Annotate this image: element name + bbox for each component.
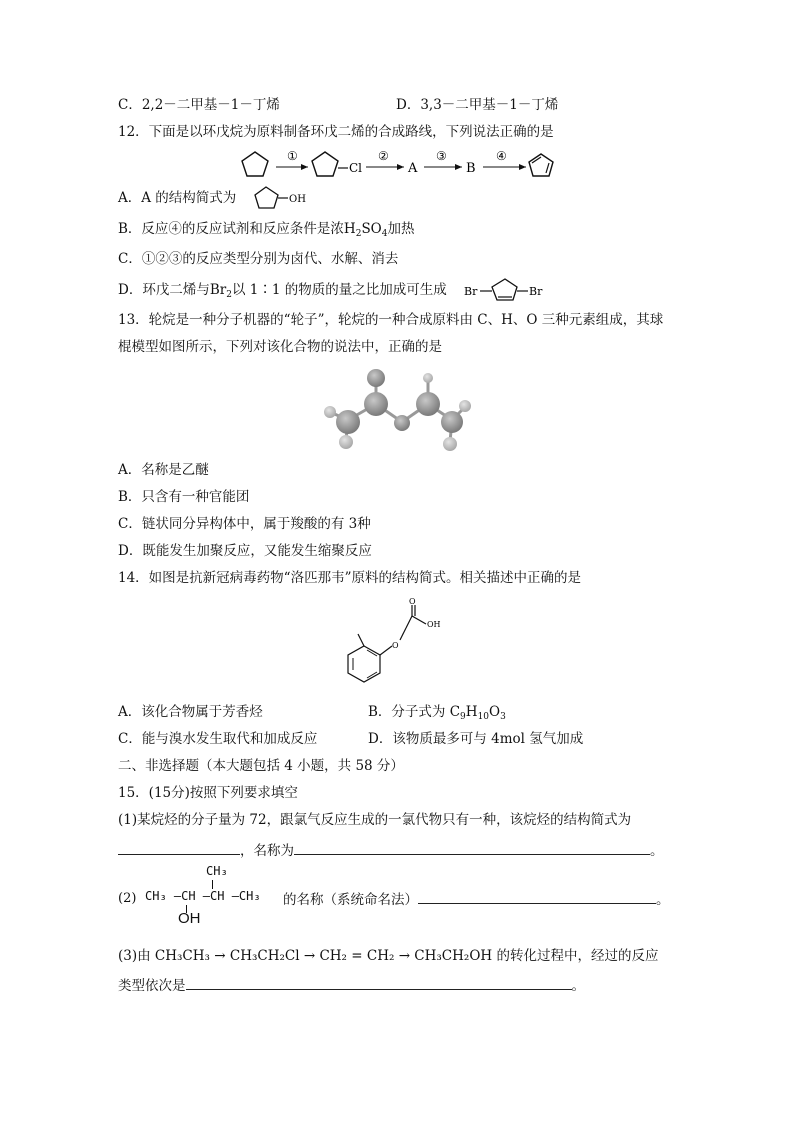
vertical-bond-top xyxy=(212,880,213,889)
dibromocyclopentene-structure xyxy=(464,276,546,304)
q14-option-a: A．该化合物属于芳香烃 xyxy=(118,704,263,720)
h-subscript: 2 xyxy=(355,229,362,239)
q15-part2-label: 的名称（系统命名法） xyxy=(283,892,418,908)
hydroxyl-label: OH xyxy=(427,620,441,629)
br-right-label: Br xyxy=(529,285,543,298)
intermediate-b: B xyxy=(466,161,476,176)
q12-option-d-pre: D．环戊二烯与 xyxy=(118,282,210,298)
ethanol: CH₃CH₂OH xyxy=(414,948,493,964)
q14-structure xyxy=(340,596,460,696)
q15-part3-end: 。 xyxy=(571,978,585,994)
q14-option-c: C．能与溴水发生取代和加成反应 xyxy=(118,731,318,747)
h-symbol: H xyxy=(343,221,356,237)
q13-stem-line1: 13．轮烷是一种分子机器的“轮子”，轮烷的一种合成原料由 C、H、O 三种元素组成，其球 xyxy=(118,312,664,328)
arrow-1: → xyxy=(214,948,226,964)
q12-option-d-post: 以 1∶1 的物质的量之比加成可生成 xyxy=(231,282,447,298)
q15-part3-label: 类型依次是 xyxy=(118,978,186,994)
atom-c1 xyxy=(364,392,388,416)
step4-label: ④ xyxy=(496,149,507,163)
br2-subscript: 2 xyxy=(226,290,232,300)
q12-option-d xyxy=(118,280,447,305)
h-symbol-q14: H xyxy=(465,704,478,720)
arrow-2: → xyxy=(303,948,316,964)
q11-option-d: D．3,3－二甲基－1－丁烯 xyxy=(396,97,559,113)
so-symbol: SO xyxy=(361,221,382,237)
oh-group: OH xyxy=(178,910,201,927)
q12-option-c: C．①②③的反应类型分别为卤代、水解、消去 xyxy=(118,251,399,267)
q12-option-b-pre: B．反应④的反应试剂和反应条件是浓 xyxy=(118,221,344,237)
br2-symbol: Br xyxy=(209,282,227,298)
atom-c2 xyxy=(416,392,440,416)
q13-option-b: B．只含有一种官能团 xyxy=(118,489,250,505)
atom-o-top xyxy=(367,369,385,387)
q14-option-b-pre: B．分子式为 C xyxy=(368,704,461,720)
br-left-label: Br xyxy=(464,285,478,298)
q12-option-a xyxy=(118,188,236,208)
blank-structure[interactable] xyxy=(118,840,240,855)
ethane: CH₃CH₃ xyxy=(154,948,210,964)
q12-synthesis-scheme xyxy=(238,146,558,186)
step1-label: ① xyxy=(287,149,298,163)
q15-stem: 15．(15分)按照下列要求填空 xyxy=(118,785,298,801)
q12-option-b-post: 加热 xyxy=(387,221,415,237)
q15-part2-end: 。 xyxy=(656,892,670,908)
q15-part2-text xyxy=(283,889,670,910)
q14-option-d: D．该物质最多可与 4mol 氢气加成 xyxy=(368,731,584,747)
q12-option-b xyxy=(118,219,415,244)
o-subscript-q14: 3 xyxy=(500,712,506,722)
q13-option-a: A．名称是乙醚 xyxy=(118,462,209,478)
blank-name[interactable] xyxy=(294,840,650,855)
o-subscript: 4 xyxy=(381,229,388,239)
oh-label: OH xyxy=(289,194,306,205)
ether-o-label: O xyxy=(392,641,399,650)
q14-option-b xyxy=(368,702,506,727)
step2-label: ② xyxy=(378,149,389,163)
carbonyl-o-label: O xyxy=(409,597,416,606)
cyclopentanol-structure xyxy=(252,184,312,212)
section-2-heading: 二、非选择题（本大题包括 4 小题，共 58 分） xyxy=(118,758,404,774)
arrow-3: → xyxy=(398,948,410,964)
q14-stem: 14．如图是抗新冠病毒药物“洛匹那韦”原料的结构简式。相关描述中正确的是 xyxy=(118,570,581,586)
q15-part1-line1: (1)某烷烃的分子量为 72，跟氯气反应生成的一氯代物只有一种，该烷烃的结构简式为 xyxy=(118,812,632,828)
atom-h-left xyxy=(324,406,336,418)
atom-o-bridge xyxy=(394,415,410,431)
ch3-top: CH₃ xyxy=(206,864,228,878)
c-subscript: 9 xyxy=(460,712,466,722)
q13-stem-line2: 棍模型如图所示，下列对该化合物的说法中，正确的是 xyxy=(118,339,442,355)
chloroethane: CH₃CH₂Cl xyxy=(229,948,300,964)
atom-h-top xyxy=(423,373,433,383)
o-symbol-q14: O xyxy=(489,704,501,720)
q15-part3-line2 xyxy=(118,975,585,996)
ethylene: CH₂ = CH₂ xyxy=(319,948,395,964)
q13-option-c: C．链状同分异构体中，属于羧酸的有 3种 xyxy=(118,516,371,532)
h-subscript-q14: 10 xyxy=(477,712,490,722)
blank-reaction-types[interactable] xyxy=(186,975,572,990)
q15-part1-mid: ，名称为 xyxy=(240,843,294,859)
q11-option-c: C．2,2－二甲基－1－丁烯 xyxy=(118,97,280,113)
q15-part1-end: 。 xyxy=(650,843,664,859)
q12-option-a-text: A．A 的结构简式为 xyxy=(118,190,237,206)
intermediate-a: A xyxy=(408,161,418,176)
atom-h-lower-left xyxy=(339,435,353,449)
q13-option-d: D．既能发生加聚反应，又能发生缩聚反应 xyxy=(118,543,372,559)
atom-c3 xyxy=(336,410,360,434)
q12-stem: 12．下面是以环戊烷为原料制备环戊二烯的合成路线，下列说法正确的是 xyxy=(118,124,554,140)
atom-h-right xyxy=(459,400,471,412)
blank-systematic-name[interactable] xyxy=(418,889,656,904)
ball-and-stick-model xyxy=(318,366,476,456)
q15-part3-post: 的转化过程中，经过的反应 xyxy=(496,948,659,964)
q15-part3-pre: (3)由 xyxy=(118,948,151,964)
q15-part3-line1 xyxy=(118,946,658,966)
alcohol-chain: CH₃ –CH –CH –CH₃ xyxy=(145,889,261,903)
step3-label: ③ xyxy=(436,149,447,163)
cl-label: Cl xyxy=(349,161,363,175)
atom-h-lower-right xyxy=(443,437,457,451)
q15-part2-number: (2) xyxy=(118,891,137,906)
q15-part1-line2 xyxy=(118,840,664,861)
atom-c4 xyxy=(441,411,463,433)
